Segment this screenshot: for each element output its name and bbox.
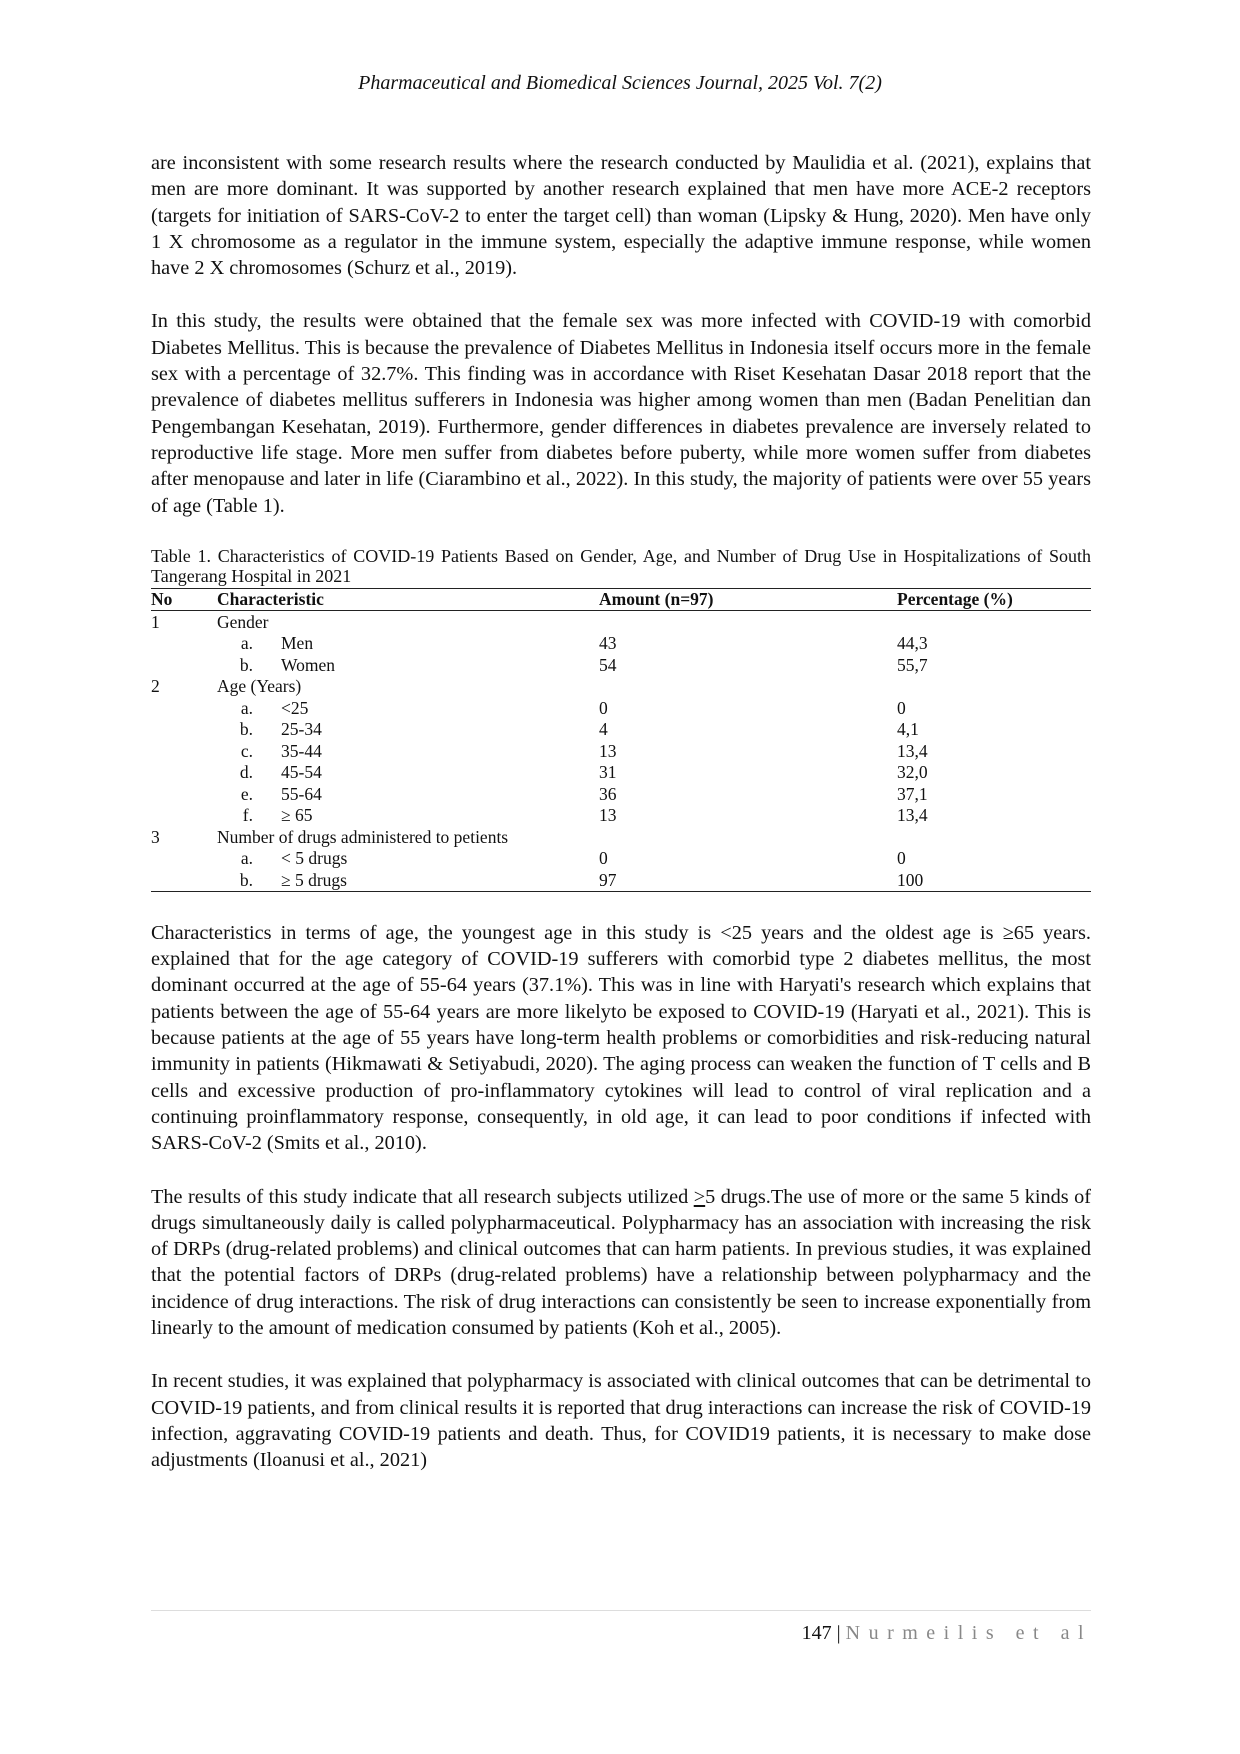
paragraph-2: In this study, the results were obtained that the female sex was more infected with COVID-19 with comorbid Diabetes Mellitus. This is because the prevalence of Diabetes Mellitus in Indonesia itself occurs more in the female sex with a percentage of 32.7%. This finding was in accordance with Riset Kesehatan Dasar 2018 report that the prevalence of diabetes mellitus sufferers in Indonesia was higher among women than men (Badan Penelitian dan Pengembangan Kesehatan, 2019). Furthermore, gender differences in diabetes prevalence are inversely related to reproductive life stage. More men suffer from diabetes before puberty, while more women suffer from diabetes after menopause and later in life (Ciarambino et al., 2022). In this study, the majority of patients were over 55 years of age (Table 1). — [151, 310, 1091, 517]
row-no-cell — [151, 848, 217, 870]
table-group-row — [151, 826, 1091, 848]
col-percentage-header: Percentage (%) — [897, 588, 1091, 611]
row-label: 25-34 — [281, 719, 322, 740]
row-no-cell — [151, 762, 217, 784]
row-characteristic-cell — [217, 805, 599, 827]
row-label: ≥ 5 drugs — [281, 869, 347, 890]
row-letter: b. — [239, 869, 253, 890]
row-characteristic-cell — [217, 783, 599, 805]
table-row — [151, 783, 1091, 805]
row-no-cell — [151, 783, 217, 805]
group-label: Age (Years) — [217, 676, 302, 697]
page-footer — [802, 1622, 1092, 1645]
row-item — [217, 870, 347, 891]
row-label: < 5 drugs — [281, 848, 348, 869]
row-label: <25 — [281, 697, 309, 718]
group-number: 2 — [151, 676, 160, 697]
row-percentage-cell: 4,1 — [897, 719, 919, 740]
group-number: 1 — [151, 611, 160, 632]
row-percentage-cell: 13,4 — [897, 740, 928, 761]
row-label: ≥ 65 — [281, 805, 313, 826]
row-no-cell — [151, 633, 217, 655]
row-characteristic-cell — [217, 654, 599, 676]
row-item — [217, 655, 335, 676]
row-letter: c. — [240, 740, 253, 761]
table-row — [151, 869, 1091, 891]
row-item — [217, 848, 347, 869]
row-amount-cell: 97 — [599, 869, 897, 891]
row-item — [217, 762, 322, 783]
row-percentage-cell: 37,1 — [897, 783, 928, 804]
row-item — [217, 784, 322, 805]
table-caption: Table 1. Characteristics of COVID-19 Patients Based on Gender, Age, and Number of Drug Use in Hospitalizations of South Tangerang Hospital in 2021 — [151, 545, 1091, 586]
row-amount-cell: 13 — [599, 740, 617, 761]
page-content — [151, 150, 1091, 1501]
row-no-cell — [151, 805, 217, 827]
paragraph-4-start: The results of this study indicate that all research subjects utilized — [151, 1185, 694, 1208]
row-letter: b. — [239, 719, 253, 740]
table-row — [151, 719, 1091, 741]
paragraph-4-underlined: > — [693, 1185, 706, 1208]
row-label: 35-44 — [281, 740, 322, 761]
row-percentage-cell: 13,4 — [897, 805, 928, 826]
row-percentage-cell: 32,0 — [897, 762, 928, 783]
row-no-cell — [151, 869, 217, 891]
paragraph-4-end: 5 drugs.The use of more or the same 5 kinds of drugs simultaneously daily is called polypharmaceutical. Polypharmacy has an association with increasing the risk of DRPs (drug-related problems) and clinical outcomes that can harm patients. In previous studies, it was explained that the potential factors of DRPs (drug-related problems) have a relationship between polypharmacy and the incidence of drug interactions. The risk of drug interactions can consistently be seen to increase exponentially from linearly to the amount of medication consumed by patients (Koh et al., 2005). — [151, 1185, 1091, 1340]
row-item — [217, 698, 308, 719]
row-item — [217, 805, 312, 826]
table-row — [151, 654, 1091, 676]
row-characteristic-cell — [217, 869, 599, 891]
row-no-cell — [151, 740, 217, 762]
table-body — [151, 611, 1091, 892]
row-characteristic-cell — [217, 633, 599, 655]
paragraph-3: Characteristics in terms of age, the youngest age in this study is <25 years and the oldest age is ≥65 years. explained that for the age category of COVID-19 sufferers with comorbid type 2 diabetes mellitus, the most dominant occurred at the age of 55-64 years (37.1%). This was in line with Haryati's research which explains that patients between the age of 55-64 years are more likelyto be exposed to COVID-19 (Haryati et al., 2021). This is because patients at the age of 55 years have long-term health problems or comorbidities and risk-reducing natural immunity in patients (Hikmawati & Setiyabudi, 2020). The aging process can weaken the function of T cells and B cells and excessive production of pro-inflammatory cytokines will lead to control of viral replication and a continuing proinflammatory response, consequently, in old age, it can lead to poor conditions if infected with SARS-CoV-2 (Smits et al., 2010). — [151, 921, 1091, 1155]
footer-author: Nurmeilis et al — [845, 1622, 1092, 1644]
row-characteristic-cell — [217, 848, 599, 870]
group-label: Gender — [217, 611, 269, 632]
row-label: 45-54 — [281, 762, 322, 783]
row-letter: e. — [240, 783, 253, 804]
row-characteristic-cell — [217, 740, 599, 762]
row-label: Men — [281, 633, 314, 654]
row-letter: f. — [242, 805, 253, 826]
col-amount-header: Amount (n=97) — [599, 588, 897, 611]
paragraph-4 — [151, 1184, 1091, 1342]
row-label: Women — [281, 654, 335, 675]
row-letter: a. — [240, 633, 253, 654]
row-no-cell — [151, 719, 217, 741]
row-percentage-cell: 44,3 — [897, 633, 928, 654]
table-group-row — [151, 611, 1091, 633]
row-no-cell — [151, 654, 217, 676]
table-row — [151, 633, 1091, 655]
row-amount-cell: 31 — [599, 762, 617, 783]
table-group-row — [151, 676, 1091, 698]
row-amount-cell: 36 — [599, 783, 617, 804]
row-letter: a. — [240, 848, 253, 869]
row-letter: a. — [240, 697, 253, 718]
table-row — [151, 762, 1091, 784]
table-header-row — [151, 588, 1091, 611]
row-amount-cell: 0 — [599, 697, 608, 718]
row-characteristic-cell — [217, 719, 599, 741]
characteristics-table — [151, 588, 1091, 892]
row-amount-cell: 0 — [599, 848, 608, 869]
row-amount-cell: 43 — [599, 633, 617, 654]
paragraph-5: In recent studies, it was explained that polypharmacy is associated with clinical outcomes that can be detrimental to COVID-19 patients, and from clinical results it is reported that drug interactions can increase the risk of COVID-19 infection, aggravating COVID-19 patients and death. Thus, for COVID19 patients, it is necessary to make dose adjustments (Iloanusi et al., 2021) — [151, 1370, 1091, 1472]
row-amount-cell: 4 — [599, 719, 608, 740]
row-percentage-cell: 55,7 — [897, 654, 928, 675]
table-row — [151, 697, 1091, 719]
col-characteristic-header: Characteristic — [217, 588, 599, 611]
row-percentage-cell: 0 — [897, 848, 906, 869]
row-item — [217, 741, 322, 762]
row-item — [217, 633, 313, 654]
row-amount-cell: 13 — [599, 805, 617, 826]
footer-separator: | — [836, 1622, 841, 1644]
row-percentage-cell: 100 — [897, 869, 1091, 891]
row-label: 55-64 — [281, 783, 322, 804]
row-amount-cell: 54 — [599, 654, 617, 675]
col-no-header: No — [151, 588, 217, 611]
row-letter: d. — [239, 762, 253, 783]
group-number: 3 — [151, 826, 160, 847]
row-item — [217, 719, 322, 740]
row-letter: b. — [239, 654, 253, 675]
paragraph-1: are inconsistent with some research results where the research conducted by Maulidia et al. (2021), explains that men are more dominant. It was supported by another research explained that men have more ACE-2 receptors (targets for initiation of SARS-CoV-2 to enter the target cell) than woman (Lipsky & Hung, 2020). Men have only 1 X chromosome as a regulator in the immune system, especially the adaptive immune response, while women have 2 X chromosomes (Schurz et al., 2019). — [151, 152, 1091, 280]
row-characteristic-cell — [217, 697, 599, 719]
page-number: 147 — [801, 1622, 832, 1644]
table-row — [151, 848, 1091, 870]
table-row — [151, 805, 1091, 827]
row-no-cell — [151, 697, 217, 719]
row-percentage-cell: 0 — [897, 697, 906, 718]
row-characteristic-cell — [217, 762, 599, 784]
table-row — [151, 740, 1091, 762]
journal-header: Pharmaceutical and Biomedical Sciences Journal, 2025 Vol. 7(2) — [358, 72, 882, 94]
footer-rule — [151, 1610, 1091, 1611]
group-label: Number of drugs administered to petients — [217, 826, 509, 847]
